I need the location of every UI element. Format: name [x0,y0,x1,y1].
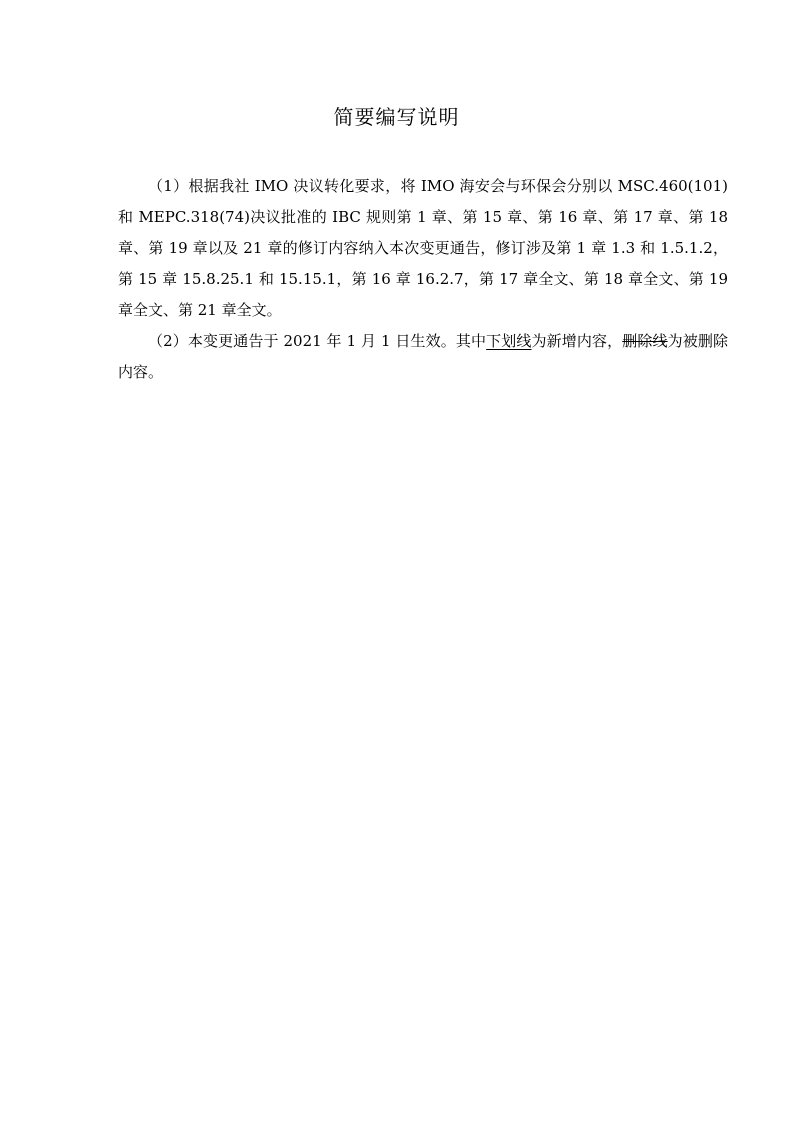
paragraph-2 [118,326,728,388]
paragraph-2-end: 为被删除内容。 [118,332,728,381]
paragraph-2-middle: 为新增内容， [531,332,623,350]
page-title: 简要编写说明 [333,105,460,129]
strikethrough-example: 删除线 [622,332,668,350]
document-body [118,171,728,388]
paragraph-1: （1）根据我社 IMO 决议转化要求，将 IMO 海安会与环保会分别以 MSC.460(101)和 MEPC.318(74)决议批准的 IBC 规则第 1 章、第 15 章、第 16 章、第 17 章、第 18 章、第 19 章以及 21 章的修订内容纳入本次变更通告，修订涉及第 1 章 1.3 和 1.5.1.2，第 15 章 15.8.25.1 和 15.15.1，第 16 章 16.2.7，第 17 章全文、第 18 章全文、第 19 章全文、第 21 章全文。 [118,177,728,319]
paragraph-2-intro: （2）本变更通告于 2021 年 1 月 1 日生效。其中 [148,332,487,350]
underline-example: 下划线 [486,332,532,350]
